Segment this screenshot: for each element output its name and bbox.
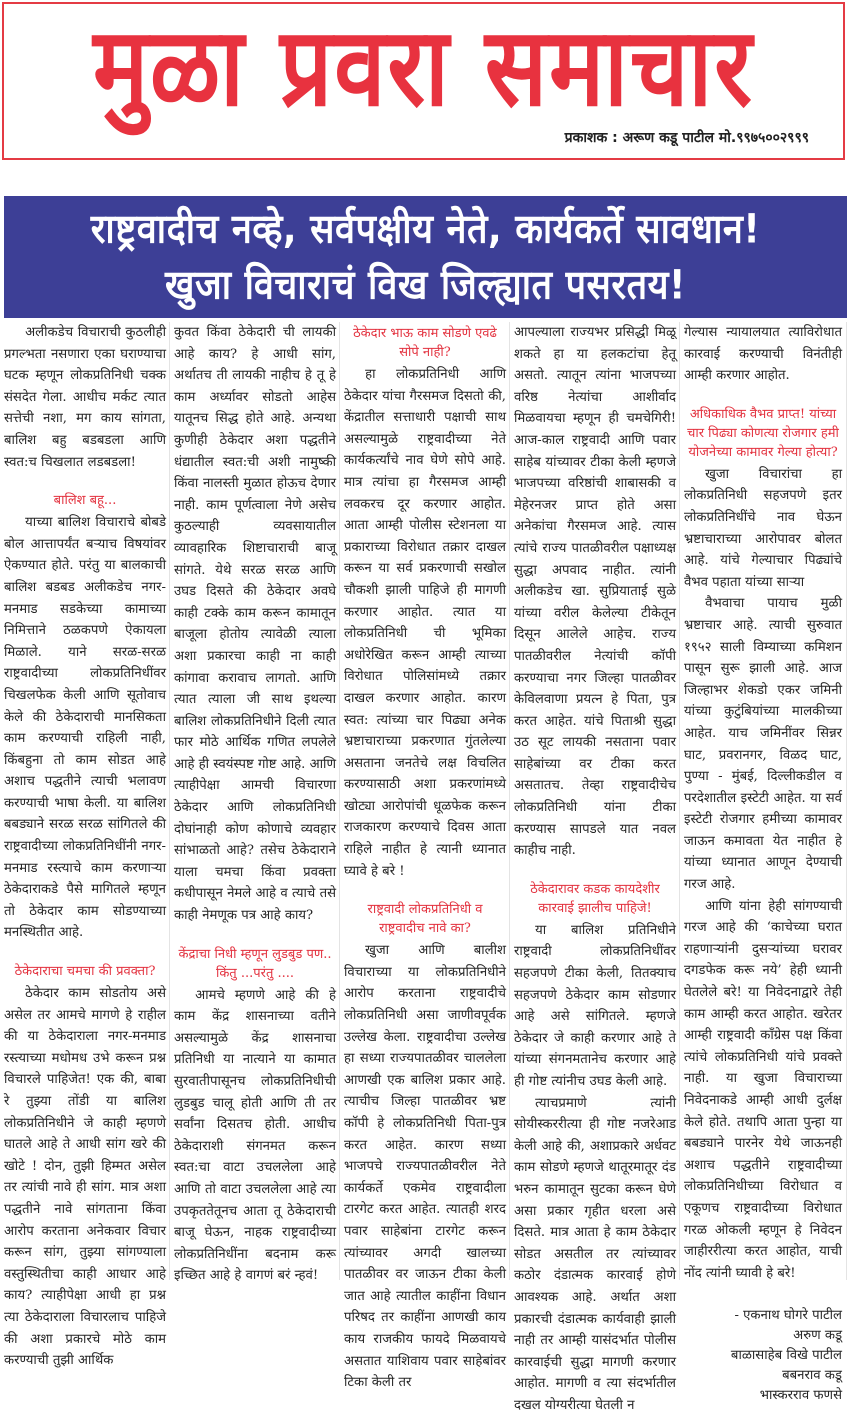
article-paragraph: वैभवाचा पायाच मुळी भ्रष्टाचार आहे. त्याची सुरुवात १९५२ साली विम्याच्या कमिशन पासून सुरू झाली आहे. आज जिल्हाभर शेकडो एकर जमिनी यांच्या कुटुंबियांच्या मालकीच्या आहेत. याच जमिनींवर सिन्नर घाट, प्रवरानगर, विळद घाट, पुण्या - मुंबई, दिल्लीकडील व परदेशातील इस्टेटी आहेत. या सर्व इस्टेटी रोजगार हमीच्या कामावर जाऊन कमावता येत नाहीत हे यांच्या ध्यानात आणून देण्याची गरज आहे. — [684, 596, 842, 893]
headline-banner — [4, 196, 847, 318]
article-paragraph: कुवत किंवा ठेकेदारी ची लायकी आहे काय? हे आधी सांग, अर्थातच ती लायकी नाहीच हे तू हे काम अर्ध्यावर सोडतो आहेस यातूनच सिद्ध होते आहे. अन्यथा कुणीही ठेकेदार अशा पद्धतीने धंद्यातील स्वत:ची अशी नामुष्की किंवा नालस्ती मुळात होऊच देणार नाही. काम पूर्णत्वाला नेणे असेच कुठल्याही व्यवसायातील व्यावहारिक शिष्टाचाराची बाजू सांगते. येथे सरळ सरळ आणि उघड दिसते की ठेकेदार अवघे काही टक्के काम करून कामातून बाजूला होतोय त्यावेळी त्याला अशा प्रकारचा काही ना काही कांगावा करावाच लागतो. आणि त्यात त्याला जी साथ इथल्या बालिश लोकप्रतिनिधीने दिली त्यात फार मोठे आर्थिक गणित लपलेले आहे ही स्वयंस्पष्ट गोष्ट आहे. आणि त्याहीपेक्षा आमची विचारणा ठेकेदार आणि लोकप्रतिनिधी दोघांनाही कोण कोणाचे व्यवहार सांभाळतो आहे? तसेच ठेकेदाराने याला चमचा किंवा प्रवक्ता कधीपासून नेमले आहे व त्याचे तसे काही नेमणूक पत्र आहे काय? — [174, 325, 336, 924]
article-paragraph: याच्या बालिश विचाराचे बोबडे बोल आत्तापर्यंत बऱ्याच विषयांवर ऐकण्यात होते. परंतु या बालकाची बालिश बडबड अलीकडेच नगर-मनमाड सडकेच्या कामाच्या निमित्ताने ठळकपणे ऐकायला मिळाले. याने सरळ-सरळ राष्ट्रवादीच्या लोकप्रतिनिधींवर चिखलफेक केली आणि सूतोवाच केले की ठेकेदाराची मानसिकता काम करण्याची राहिली नाही, किंबहुना तो काम सोडत आहे अशाच पद्धतीने त्याची भलावण करण्याची भाषा केली. या बालिश बबड्याने सरळ सरळ सांगितले की राष्ट्रवादीच्या लोकप्रतिनिधींनी नगर-मनमाड रस्त्याचे काम करणाऱ्या ठेकेदाराकडे पैसे मागितले म्हणून तो ठेकेदार काम सोडण्याच्या मनस्थितीत आहे. — [4, 515, 166, 941]
article-paragraph: हा लोकप्रतिनिधी आणि ठेकेदार यांचा गैरसमज दिसतो की, केंद्रातील सत्ताधारी पक्षाची साथ असल्यामुळे राष्ट्रवादीच्या नेते कार्यकर्त्यांचे नाव घेणे सोपे आहे. मात्र त्यांचा हा गैरसमज आम्ही लवकरच दूर करणार आहोत. आता आम्ही पोलीस स्टेशनला या प्रकाराच्या विरोधात तक्रार दाखल करून या सर्व प्रकरणाची सखोल चौकशी झाली पाहिजे ही मागणी करणार आहोत. त्यात या लोकप्रतिनिधी ची भूमिका अधोरेखित करून आम्ही त्याच्या विरोधात पोलिसांमध्ये तक्रार दाखल करणार आहोत. कारण स्वत: त्यांच्या चार पिढ्या अनेक भ्रष्टाचाराच्या प्रकरणात गुंतलेल्या असताना जनतेचे लक्ष विचलित करण्यासाठी अशा प्रकरणांमध्ये खोट्या आरोपांची धूळफेक करून राजकारण करण्याचे दिवस आता राहिले नाहीत हे त्यानी ध्यानात घ्यावे हे बरे ! — [344, 367, 506, 879]
article-paragraph: आमचे म्हणणे आहे की हे काम केंद्र शासनाच्या वतीने असल्यामुळे केंद्र शासनाचा प्रतिनिधी या नात्याने या कामात सुरवातीपासूनच लोकप्रतिनिधीची लुडबुड चालू होती आणि ती तर सर्वांना दिसतच होती. आधीच ठेकेदाराशी संगनमत करून स्वत:चा वाटा उचललेला आहे आणि तो वाटा उचललेला आहे त्या उपकृततेतूनच आता तू ठेकेदाराची बाजू घेऊन, नाहक राष्ट्रवादीच्या लोकप्रतिनिधींना बदनाम करू इच्छित आहे हे वागणं बरं न्हवं! — [174, 987, 336, 1284]
newspaper-title: मुळा प्रवरा समाचार — [93, 4, 754, 131]
article-column-1 — [4, 322, 166, 1372]
headline-line-1: राष्ट्रवादीच नव्हे, सर्वपक्षीय नेते, कार्यकर्ते सावधान! — [90, 206, 761, 253]
article-column-3 — [344, 322, 506, 1394]
article-column-4 — [514, 322, 676, 1417]
section-subheading: केंद्राचा निधी म्हणून लुडबुड पण.. किंतु ...परंतु .... — [178, 946, 332, 981]
article-paragraph: त्याचप्रमाणे त्यांनी सोयीस्कररीत्या ही गोष्ट नजरेआड केली आहे की, अशाप्रकारे अर्धवट काम सोडणे म्हणजे थातूरमातूर दंड भरुन कामातून सुटका करून घेणे असा प्रकार गृहीत धरला असे दिसते. मात्र आता हे काम ठेकेदार सोडत असतील तर त्यांच्यावर कठोर दंडात्मक कारवाई होणे आवश्यक आहे. अर्थात अशा प्रकारची दंडात्मक कार्यवाही झाली नाही तर आम्ही यासंदर्भात पोलीस कारवाईची सुद्धा मागणी करणार आहोत. मागणी व त्या संदर्भातील दखल योग्यरीत्या घेतली न — [514, 1095, 676, 1413]
article-paragraph: गेल्यास न्यायालयात त्याविरोधात कारवाई करण्याची विनंतीही आम्ही करणार आहोत. — [684, 325, 842, 384]
article-paragraph: या बालिश प्रतिनिधीने राष्ट्रवादी लोकप्रतिनिधींवर सहजपणे टीका केली, तितक्याच सहजपणे ठेकेदार काम सोडणार आहे असे सांगितले. म्हणजे ठेकेदार जे काही करणार आहे ते यांच्या संगनमतानेच करणार आहे ही गोष्ट त्यांनीच उघड केली आहे. — [514, 922, 676, 1089]
signatory-name: अरुण कडू — [793, 1328, 842, 1344]
section-subheading: राष्ट्रवादी लोकप्रतिनिधी व राष्ट्रवादीच नावे का? — [367, 902, 483, 937]
article-paragraph: आपल्याला राज्यभर प्रसिद्धी मिळू शकते हा या हलकटांचा हेतू असतो. त्यातून त्यांना भाजपच्या वरिष्ठ नेत्यांचा आशीर्वाद मिळवायचा म्हणून ही चमचेगिरी! आज-काल राष्ट्रवादी आणि पवार साहेब यांच्यावर टीका केली म्हणजे भाजपच्या वरिष्ठांची शाबासकी व मेहेरनजर प्राप्त होते असा अनेकांचा गैरसमज आहे. त्यास त्यांचे राज्य पातळीवरील पक्षाध्यक्ष सुद्धा अपवाद नाहीत. त्यांनी अलीकडेच खा. सुप्रियाताई सुळे यांच्या वरील केलेल्या टीकेतून दिसून आलेले आहेच. राज्य पातळीवरील नेत्यांची कॉपी करण्याचा नगर जिल्हा पातळीवर केविलवाणा प्रयत्न हे पिता, पुत्र करत आहेत. यांचे पिताश्री सुद्धा उठ सूट लायकी नसताना पवार साहेबांच्या वर टीका करत असतातच. तेव्हा राष्ट्रवादीचेच लोकप्रतिनिधी यांना टीका करण्यास सापडले यात नवल काहीच नाही. — [514, 325, 676, 859]
signatory-name: बबनराव कडू — [782, 1368, 842, 1384]
section-subheading: ठेकेदार भाऊ काम सोडणे एवढे सोपे नाही? — [353, 326, 497, 360]
article-column-5 — [684, 322, 842, 1406]
signatory-name: बाळासाहेब विखे पाटील — [730, 1348, 842, 1364]
publisher-line: प्रकाशक : अरूण कडू पाटील मो.९९७५००२९९९ — [564, 130, 809, 146]
article-paragraph: ठेकेदार काम सोडतोय असे असेल तर आमचे मागणे हे राहील की या ठेकेदाराला नगर-मनमाड रस्त्याच्या मधोमध उभे करून प्रश्न विचारले पाहिजेत! एक की, बाबा रे तुझ्या तोंडी या बालिश लोकप्रतिनिधीने जे काही म्हणणे घातले आहे ते आधी सांग खरे की खोटे ! दोन, तुझी हिम्मत असेल तर त्यांची नावे ही सांग. मात्र अशा पद्धतीने नावे सांगताना किंवा आरोप करताना अनेकवार विचार करून सांग, तुझ्या सांगण्याला वस्तुस्थितीचा काही आधार आहे काय? त्याहीपेक्षा आधी हा प्रश्न त्या ठेकेदाराला विचारलाच पाहिजे की अशा प्रकारचे मोठे काम करण्याची तुझी आर्थिक — [4, 986, 166, 1369]
article-column-2 — [174, 322, 336, 1287]
article-paragraph: खुजा आणि बालीश विचाराच्या या लोकप्रतिनिधीने आरोप करताना राष्ट्रवादीचे लोकप्रतिनिधी असा जाणीवपूर्वक उल्लेख केला. राष्ट्रवादीचा उल्लेख हा सध्या राज्यपातळीवर चाललेला आणखी एक बालिश प्रकार आहे. त्याचीच जिल्हा पातळीवर भ्रष्ट कॉपी हे लोकप्रतिनिधी पिता-पुत्र करत आहेत. कारण सध्या भाजपचे राज्यपातळीवरील नेते कार्यकर्ते एकमेव राष्ट्रवादीला टारगेट करत आहेत. त्यातही शरद पवार साहेबांना टारगेट करून त्यांच्यावर अगदी खालच्या पातळीवर वर जाऊन टीका केली जात आहे त्यातील काहींना विधान परिषद तर काहींना आणखी काय काय राजकीय फायदे मिळवायचे असतात याशिवाय पवार साहेबांवर टिका केली तर — [344, 943, 506, 1391]
section-subheading: ठेकेदाराचा चमचा की प्रवक्ता? — [14, 964, 156, 980]
section-subheading: बालिश बहू... — [53, 493, 117, 509]
signatory-name: - एकनाथ घोगरे पाटील — [734, 1308, 842, 1324]
article-paragraph: अलीकडेच विचाराची कुठलीही प्रगल्भता नसणारा एका घराण्याचा घटक म्हणून लोकप्रतिनिधी चक्क संसदेत गेला. आधीच मर्कट त्यात सत्तेची नशा, मग काय सांगता, बालिश बहु बडबडला आणि स्वत:च चिखलात लडबडला! — [4, 325, 166, 470]
article-paragraph: खुजा विचारांचा हा लोकप्रतिनिधी सहजपणे इतर लोकप्रतिनिधींचे नाव घेऊन भ्रष्टाचाराच्या आरोपावर बोलत आहे. यांचे गेल्याचार पिढ्यांचे वैभव पहाता यांच्या साऱ्या — [684, 466, 842, 590]
signatories — [684, 1306, 842, 1406]
signatory-name: भास्करराव फणसे — [759, 1388, 842, 1404]
article-paragraph: आणि यांना हेही सांगण्याची गरज आहे की ‘काचेच्या घरात राहणाऱ्यांनी दुसऱ्यांच्या घरावर दगडफेक करू नये’ हेही ध्यानी घेतलेले बरे! या निवेदनाद्वारे तेही काम आम्ही करत आहोत. खरेतर आम्ही राष्ट्रवादी कॉंग्रेस पक्ष किंवा त्यांचे लोकप्रतिनिधी यांचे प्रवक्ते नाही. या खुजा विचाराच्या निवेदनाकडे आम्ही आधी दुर्लक्ष केले होते. तथापि आता पुन्हा या बबड्याने पारनेर येथे जाऊनही अशाच पद्धतीने राष्ट्रवादीच्या लोकप्रतिनिधीच्या विरोधात व एकूणच राष्ट्रवादीच्या विरोधात गरळ ओकली म्हणून हे निवेदन जाहीररीत्या करत आहोत, याची नोंद त्यांनी घ्यावी हे बरे! — [684, 898, 842, 1281]
masthead — [2, 2, 845, 160]
section-subheading: ठेकेदारावर कडक कायदेशीर कारवाई झालीच पाहिजे! — [530, 881, 660, 916]
headline-line-2: खुजा विचाराचं विख जिल्ह्यात पसरतय! — [165, 262, 686, 309]
article-body — [0, 322, 854, 1413]
section-subheading: अधिकाधिक वैभव प्राप्त! यांच्या चार पिढ्या कोणत्या रोजगार हमी योजनेच्या कामावर गेल्या होत्या? — [687, 406, 839, 460]
